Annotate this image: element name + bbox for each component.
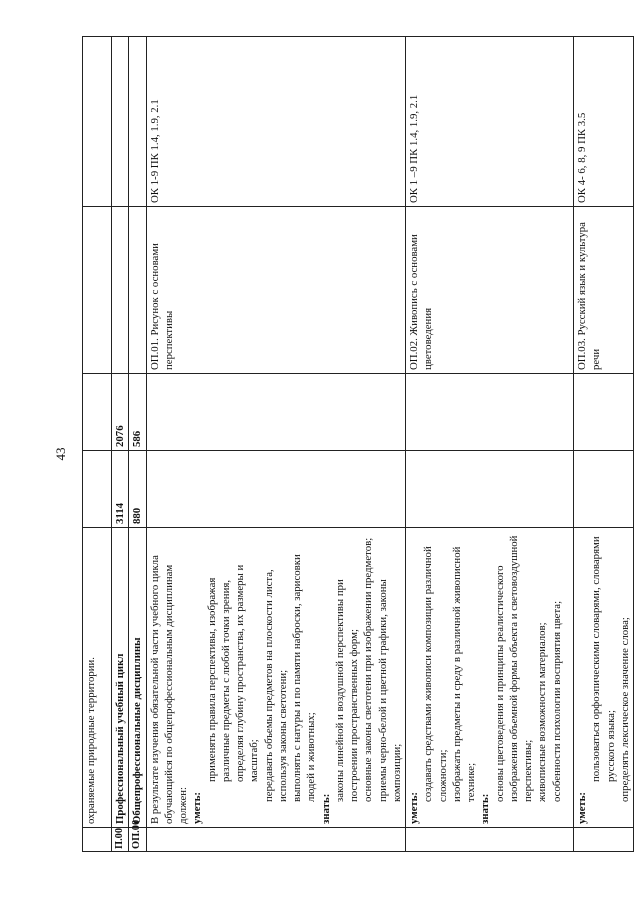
table-row xyxy=(406,37,574,852)
cell-discipline: ОП.01. Рисунок с основами перспективы xyxy=(146,207,406,374)
table-row xyxy=(146,37,406,852)
cell-max-load: 880 xyxy=(129,451,146,528)
cell-competencies: ОК 1-9 ПК 1.4, 1.9, 2.1 xyxy=(146,37,406,207)
curriculum-table xyxy=(82,36,634,852)
cell-name: Общепрофессиональные дисциплины xyxy=(129,528,146,828)
cell-required-load: 586 xyxy=(129,374,146,451)
cell-text: охраняемые природные территории. xyxy=(83,528,112,828)
cell-requirements: уметь: создавать средствами живописи композиции различной сложности; изображать предметы и среду в различной живописной технике; знать: основы цветоведения и принципы реалистического изображения объемной формы объекта и световоздушной перспективы; живописные возможности материалов; особенности психологии восприятия цвета; xyxy=(406,528,574,828)
cell-code: ОП.00 xyxy=(129,828,146,852)
cell-competencies: ОК 1 –9 ПК 1.4, 1.9, 2.1 xyxy=(406,37,574,207)
cell-name: Профессиональный учебный цикл xyxy=(112,528,129,828)
table-row xyxy=(112,37,129,852)
cell-code: П.00 xyxy=(112,828,129,852)
cell-max-load: 3114 xyxy=(112,451,129,528)
table-row xyxy=(574,37,634,852)
cell-discipline: ОП.02. Живопись с основами цветоведения xyxy=(406,207,574,374)
cell-required-load: 2076 xyxy=(112,374,129,451)
page-number: 43 xyxy=(53,447,68,461)
table-row xyxy=(129,37,146,852)
cell-requirements: В результате изучения обязательной части учебного цикла обучающийся по общепрофессиональным дисциплинам должен: уметь: применять правила перспективы, изображая различные предметы с любой точки зрения, определяя глубину пространства, их размеры и масштаб; передавать объемы предметов на плоскости листа, используя законы светотени; выполнять с натуры и по памяти наброски, зарисовки людей и животных; знать: законы линейной и воздушной перспективы при построении пространственных форм; основные законы светотени при изображении предметов; приемы черно-белой и цветной графики, законы композиции; xyxy=(146,528,406,828)
rotated-page xyxy=(82,37,631,852)
cell-discipline: ОП.03. Русский язык и культура речи xyxy=(574,207,634,374)
cell-competencies: ОК 4- 6, 8, 9 ПК 3.5 xyxy=(574,37,634,207)
cell-requirements: уметь: пользоваться орфоэпическими словарями, словарями русского языка; определять лексическое значение слова; xyxy=(574,528,634,828)
table-row xyxy=(83,37,112,852)
